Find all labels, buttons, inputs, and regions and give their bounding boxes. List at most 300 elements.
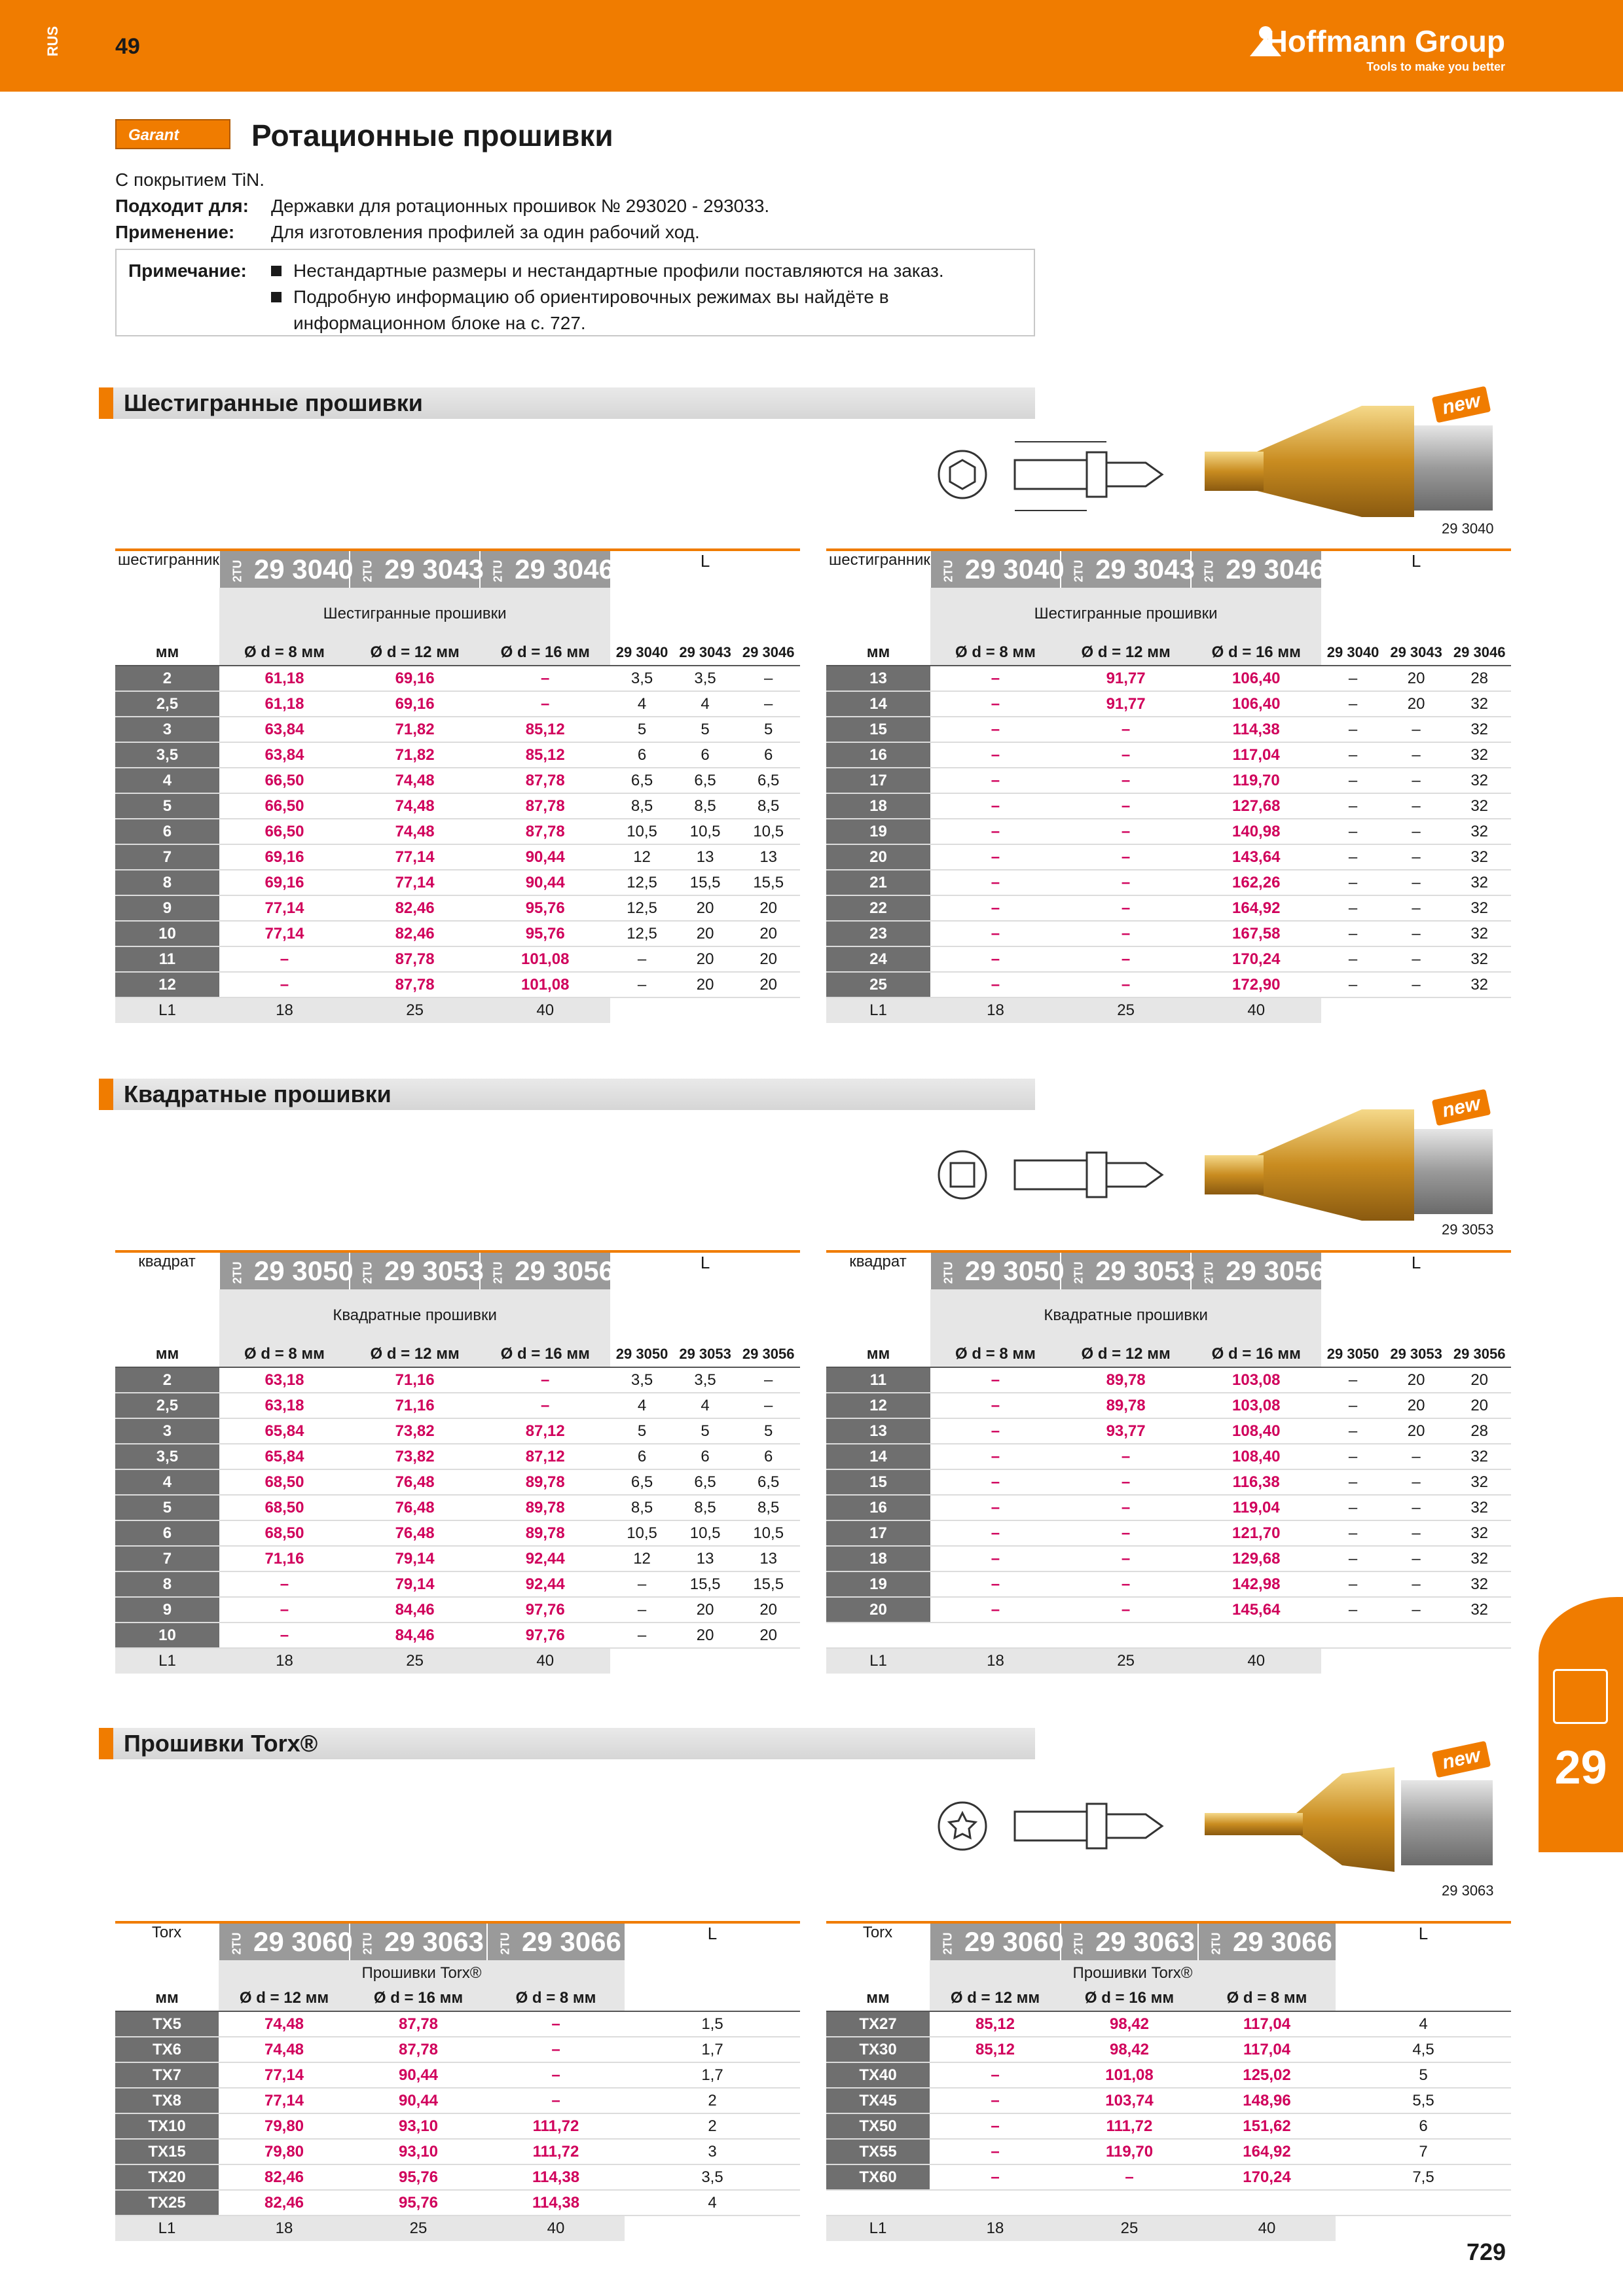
- article-row: [115, 1251, 800, 1289]
- article-prefix: 2TU: [361, 1932, 374, 1955]
- image-caption: 29 3053: [1442, 1221, 1494, 1238]
- article-number-cell: [219, 1251, 354, 1289]
- length-cell: [1321, 1623, 1385, 1648]
- l1-row: [115, 997, 800, 1023]
- diameter-header: Ø d = 12 мм: [930, 1986, 1061, 2011]
- price-cell: –: [219, 1597, 350, 1623]
- article-number-cell: [1198, 1922, 1336, 1960]
- size-cell: 9: [115, 1597, 219, 1623]
- l1-value: 40: [1191, 997, 1321, 1023]
- size-cell: 4: [115, 768, 219, 793]
- size-cell: 5: [115, 1495, 219, 1520]
- l1-value: 25: [1061, 997, 1191, 1023]
- length-cell: –: [1321, 870, 1385, 895]
- diameter-header: Ø d = 12 мм: [350, 640, 480, 666]
- size-cell: 3,5: [115, 1444, 219, 1469]
- length-column-header: 29 3043: [674, 640, 737, 666]
- size-cell: 15: [826, 717, 930, 742]
- price-cell: 90,44: [350, 2062, 487, 2088]
- length-column-header: 29 3053: [674, 1342, 737, 1367]
- length-column-header: 29 3040: [1321, 640, 1385, 666]
- article-number-cell: [1191, 550, 1325, 588]
- length-column-header: 29 3053: [1385, 1342, 1448, 1367]
- price-cell: –: [930, 1444, 1061, 1469]
- price-cell: –: [930, 870, 1061, 895]
- price-cell: 97,76: [480, 1623, 610, 1648]
- table-row: [826, 768, 1511, 793]
- price-cell: –: [1061, 1546, 1191, 1571]
- price-cell: 162,26: [1191, 870, 1321, 895]
- price-cell: 106,40: [1191, 691, 1321, 717]
- article-number-cell: [480, 1251, 614, 1289]
- article-row: [826, 550, 1511, 588]
- length-cell: 32: [1448, 1469, 1511, 1495]
- length-cell: –: [1321, 1469, 1385, 1495]
- length-cell: 4: [674, 691, 737, 717]
- price-cell: 95,76: [350, 2190, 487, 2215]
- price-cell: 90,44: [350, 2088, 487, 2113]
- table-row: [115, 1418, 800, 1444]
- price-cell: 69,16: [350, 691, 480, 717]
- broach-icon: [1553, 1669, 1608, 1724]
- price-cell: 69,16: [219, 844, 350, 870]
- price-cell: 61,18: [219, 691, 350, 717]
- length-cell: 20: [1385, 691, 1448, 717]
- blank-cell: [115, 1289, 219, 1342]
- price-cell: 68,50: [219, 1495, 350, 1520]
- table-row: [826, 946, 1511, 972]
- length-cell: 13: [674, 1546, 737, 1571]
- price-cell: 63,84: [219, 717, 350, 742]
- table-row: [826, 2164, 1511, 2190]
- length-cell: 7: [1336, 2139, 1511, 2164]
- diameter-header: Ø d = 8 мм: [487, 1986, 625, 2011]
- length-cell: 6,5: [610, 1469, 674, 1495]
- length-cell: 20: [1448, 1367, 1511, 1393]
- price-cell: 79,80: [219, 2113, 350, 2139]
- length-cell: 15,5: [674, 870, 737, 895]
- price-cell: [1198, 2190, 1336, 2215]
- price-cell: –: [219, 972, 350, 997]
- diameter-header: Ø d = 16 мм: [1191, 640, 1321, 666]
- length-cell: –: [737, 1367, 800, 1393]
- price-cell: 108,40: [1191, 1444, 1321, 1469]
- price-cell: –: [487, 2062, 625, 2088]
- price-cell: 90,44: [480, 844, 610, 870]
- length-cell: –: [1321, 1393, 1385, 1418]
- length-cell: –: [610, 1623, 674, 1648]
- size-cell: 20: [826, 844, 930, 870]
- size-cell: TX25: [115, 2190, 219, 2215]
- price-cell: –: [1061, 1597, 1191, 1623]
- price-cell: 111,72: [487, 2139, 625, 2164]
- length-header: L: [1321, 550, 1511, 588]
- length-cell: 8,5: [674, 793, 737, 819]
- length-cell: –: [1385, 793, 1448, 819]
- price-cell: 77,14: [219, 895, 350, 921]
- price-cell: 114,38: [487, 2164, 625, 2190]
- subheader-row: [115, 1342, 800, 1367]
- blank-cell: [625, 1960, 800, 1986]
- diameter-header: Ø d = 12 мм: [350, 1342, 480, 1367]
- length-header: L: [610, 550, 800, 588]
- length-cell: –: [1385, 844, 1448, 870]
- length-cell: 32: [1448, 1597, 1511, 1623]
- table-row: [826, 921, 1511, 946]
- length-cell: 8,5: [737, 1495, 800, 1520]
- price-cell: 74,48: [219, 2037, 350, 2062]
- length-cell: –: [1385, 895, 1448, 921]
- price-cell: 101,08: [1061, 2062, 1198, 2088]
- article-number-cell: [1061, 1251, 1195, 1289]
- length-cell: 20: [1385, 1418, 1448, 1444]
- group-title: Шестигранные прошивки: [930, 588, 1321, 640]
- key-label: шестигранник: [826, 550, 930, 588]
- price-cell: –: [1061, 768, 1191, 793]
- article-row: [826, 1251, 1511, 1289]
- article-number-cell: [350, 1922, 487, 1960]
- article-number-cell: [219, 1922, 353, 1960]
- article-prefix: 2TU: [1072, 1932, 1085, 1955]
- table-row: [115, 2139, 800, 2164]
- table-row: [826, 1546, 1511, 1571]
- length-cell: –: [1385, 1469, 1448, 1495]
- l1-value: 18: [930, 997, 1061, 1023]
- size-cell: 4: [115, 1469, 219, 1495]
- article-number: 29 3046: [1226, 554, 1325, 584]
- diameter-header: Ø d = 8 мм: [219, 1342, 350, 1367]
- article-number: 29 3056: [1226, 1255, 1325, 1286]
- length-cell: 5: [674, 1418, 737, 1444]
- size-cell: 16: [826, 742, 930, 768]
- price-cell: –: [487, 2037, 625, 2062]
- length-cell: 6: [674, 742, 737, 768]
- price-cell: –: [930, 972, 1061, 997]
- length-cell: 4: [610, 1393, 674, 1418]
- l1-label: L1: [826, 997, 930, 1023]
- group-title: Квадратные прошивки: [219, 1289, 610, 1342]
- price-cell: 82,46: [219, 2164, 350, 2190]
- table-row: [115, 972, 800, 997]
- price-cell: 77,14: [350, 870, 480, 895]
- price-cell: –: [930, 1571, 1061, 1597]
- price-cell: –: [930, 691, 1061, 717]
- image-caption: 29 3063: [1442, 1882, 1494, 1899]
- length-cell: 32: [1448, 921, 1511, 946]
- price-cell: –: [1061, 895, 1191, 921]
- table-row: [115, 921, 800, 946]
- group-title: Прошивки Torx®: [930, 1960, 1336, 1986]
- price-cell: 87,78: [350, 972, 480, 997]
- table-row: [826, 2139, 1511, 2164]
- length-cell: 32: [1448, 1520, 1511, 1546]
- price-cell: –: [930, 1546, 1061, 1571]
- price-cell: 79,14: [350, 1546, 480, 1571]
- table-row: [826, 793, 1511, 819]
- article-number: 29 3050: [964, 1255, 1065, 1286]
- length-cell: –: [1321, 946, 1385, 972]
- price-cell: 89,78: [1061, 1367, 1191, 1393]
- article-number-cell: [350, 1251, 484, 1289]
- length-cell: 28: [1448, 666, 1511, 691]
- price-cell: 87,78: [480, 793, 610, 819]
- article-number: 29 3053: [384, 1255, 484, 1286]
- price-cell: 103,74: [1061, 2088, 1198, 2113]
- size-cell: TX6: [115, 2037, 219, 2062]
- price-cell: 61,18: [219, 666, 350, 691]
- table-row: [826, 819, 1511, 844]
- price-cell: –: [930, 946, 1061, 972]
- length-cell: 20: [737, 972, 800, 997]
- price-cell: 71,16: [350, 1367, 480, 1393]
- length-column-header: 29 3046: [737, 640, 800, 666]
- price-cell: 95,76: [350, 2164, 487, 2190]
- price-cell: 170,24: [1191, 946, 1321, 972]
- size-cell: TX30: [826, 2037, 930, 2062]
- l1-value: 25: [350, 2215, 487, 2241]
- length-cell: 6: [610, 742, 674, 768]
- size-cell: 12: [826, 1393, 930, 1418]
- l1-value: 25: [350, 997, 480, 1023]
- table-row: [115, 768, 800, 793]
- price-cell: –: [930, 793, 1061, 819]
- length-cell: –: [1321, 844, 1385, 870]
- key-label: Torx: [115, 1922, 219, 1960]
- length-cell: 4: [610, 691, 674, 717]
- length-header: L: [1321, 1251, 1511, 1289]
- price-cell: 129,68: [1191, 1546, 1321, 1571]
- length-cell: 13: [674, 844, 737, 870]
- price-cell: –: [930, 2139, 1061, 2164]
- size-cell: 23: [826, 921, 930, 946]
- key-label: квадрат: [826, 1251, 930, 1289]
- price-cell: 66,50: [219, 793, 350, 819]
- article-number-cell: [930, 550, 1065, 588]
- price-cell: 69,16: [350, 666, 480, 691]
- price-cell: 89,78: [480, 1520, 610, 1546]
- length-cell: –: [1385, 1444, 1448, 1469]
- price-cell: –: [219, 1623, 350, 1648]
- length-column-header: 29 3056: [1448, 1342, 1511, 1367]
- size-cell: 3: [115, 1418, 219, 1444]
- table-row: [826, 2011, 1511, 2037]
- size-cell: 9: [115, 895, 219, 921]
- l1-row: [826, 1648, 1511, 1674]
- length-cell: –: [1321, 895, 1385, 921]
- length-cell: –: [1385, 1571, 1448, 1597]
- price-cell: 82,46: [350, 895, 480, 921]
- price-cell: –: [930, 1393, 1061, 1418]
- article-number: 29 3040: [253, 554, 354, 584]
- subheader-row: [115, 1986, 800, 2011]
- l1-value: 25: [1061, 2215, 1198, 2241]
- length-cell: –: [1385, 742, 1448, 768]
- price-cell: 145,64: [1191, 1597, 1321, 1623]
- price-cell: 65,84: [219, 1444, 350, 1469]
- size-cell: 17: [826, 1520, 930, 1546]
- article-prefix: 2TU: [1202, 560, 1216, 583]
- size-cell: 19: [826, 819, 930, 844]
- article-prefix: 2TU: [230, 560, 244, 583]
- length-cell: [1448, 1623, 1511, 1648]
- price-cell: –: [930, 742, 1061, 768]
- table-row: [826, 691, 1511, 717]
- section-title-hex: Шестигранные прошивки: [99, 387, 1035, 419]
- price-cell: –: [1061, 972, 1191, 997]
- diameter-header: Ø d = 12 мм: [1061, 1342, 1191, 1367]
- article-number-cell: [930, 1922, 1064, 1960]
- length-column-header: 29 3056: [737, 1342, 800, 1367]
- length-cell: 5: [737, 1418, 800, 1444]
- blank-cell: [826, 1289, 930, 1342]
- size-cell: TX27: [826, 2011, 930, 2037]
- length-cell: –: [1321, 793, 1385, 819]
- price-cell: –: [480, 666, 610, 691]
- article-prefix: 2TU: [941, 560, 955, 583]
- length-cell: 20: [1385, 1367, 1448, 1393]
- group-row: [826, 588, 1511, 640]
- intro-row: [115, 167, 769, 193]
- length-cell: 1,7: [625, 2037, 800, 2062]
- length-cell: 32: [1448, 895, 1511, 921]
- subheader-row: [826, 1342, 1511, 1367]
- table-row: [826, 742, 1511, 768]
- unit-label: мм: [115, 1986, 219, 2011]
- size-cell: 2,5: [115, 691, 219, 717]
- length-cell: –: [1321, 819, 1385, 844]
- price-cell: –: [1061, 921, 1191, 946]
- diameter-header: Ø d = 12 мм: [219, 1986, 350, 2011]
- price-cell: 87,78: [350, 2037, 487, 2062]
- length-cell: 32: [1448, 742, 1511, 768]
- page-number: 729: [1467, 2238, 1506, 2265]
- length-cell: 15,5: [737, 870, 800, 895]
- l1-row: [115, 1648, 800, 1674]
- l1-value: 25: [1061, 1648, 1191, 1674]
- length-cell: 10,5: [674, 1520, 737, 1546]
- group-title: Шестигранные прошивки: [219, 588, 610, 640]
- price-cell: 111,72: [487, 2113, 625, 2139]
- size-cell: TX50: [826, 2113, 930, 2139]
- product-table: [826, 548, 1511, 1023]
- size-cell: 13: [826, 1418, 930, 1444]
- length-cell: 5: [1336, 2062, 1511, 2088]
- size-cell: 2,5: [115, 1393, 219, 1418]
- length-cell: 3,5: [674, 1367, 737, 1393]
- price-cell: 74,48: [350, 768, 480, 793]
- table-row: [115, 717, 800, 742]
- price-cell: –: [1061, 1571, 1191, 1597]
- table-row: [115, 691, 800, 717]
- price-cell: 119,70: [1191, 768, 1321, 793]
- l1-value: 40: [1191, 1648, 1321, 1674]
- blank-cell: [610, 1648, 800, 1674]
- table-row: [115, 1520, 800, 1546]
- length-cell: 5: [610, 1418, 674, 1444]
- chapter-number: 29: [1554, 1742, 1607, 1794]
- price-cell: 73,82: [350, 1418, 480, 1444]
- unit-label: мм: [826, 1986, 930, 2011]
- article-number: 29 3043: [1095, 554, 1195, 584]
- length-cell: –: [737, 666, 800, 691]
- price-cell: [1191, 1623, 1321, 1648]
- product-table: [115, 1250, 800, 1674]
- table-row: [826, 2113, 1511, 2139]
- length-cell: –: [1385, 1546, 1448, 1571]
- length-column-header: 29 3050: [610, 1342, 674, 1367]
- price-cell: 172,90: [1191, 972, 1321, 997]
- table-row: [115, 2011, 800, 2037]
- price-cell: 89,78: [1061, 1393, 1191, 1418]
- length-cell: 6: [1336, 2113, 1511, 2139]
- blank-cell: [826, 588, 930, 640]
- length-header: L: [625, 1922, 800, 1960]
- price-cell: 68,50: [219, 1469, 350, 1495]
- blank-cell: [1336, 1960, 1511, 1986]
- article-number: 29 3060: [253, 1926, 353, 1957]
- length-cell: 5,5: [1336, 2088, 1511, 2113]
- size-cell: TX10: [115, 2113, 219, 2139]
- table-row: [115, 1495, 800, 1520]
- l1-value: 18: [930, 2215, 1061, 2241]
- price-cell: 85,12: [930, 2037, 1061, 2062]
- length-cell: [1336, 2190, 1511, 2215]
- length-cell: 32: [1448, 1495, 1511, 1520]
- price-cell: 114,38: [487, 2190, 625, 2215]
- length-cell: 6: [610, 1444, 674, 1469]
- table-row: [826, 870, 1511, 895]
- price-cell: 170,24: [1198, 2164, 1336, 2190]
- blank-cell: [625, 1986, 800, 2011]
- price-cell: –: [930, 2088, 1061, 2113]
- length-cell: –: [1385, 946, 1448, 972]
- price-cell: 116,38: [1191, 1469, 1321, 1495]
- price-cell: 114,38: [1191, 717, 1321, 742]
- new-badge: new: [1432, 1089, 1491, 1126]
- article-prefix: 2TU: [230, 1261, 244, 1284]
- intro-block: [115, 167, 769, 245]
- blank-cell: [1336, 1986, 1511, 2011]
- length-cell: 12,5: [610, 895, 674, 921]
- note-label: Примечание:: [128, 260, 247, 281]
- price-cell: 77,14: [219, 2088, 350, 2113]
- price-cell: 68,50: [219, 1520, 350, 1546]
- length-cell: 13: [737, 844, 800, 870]
- price-cell: 106,40: [1191, 666, 1321, 691]
- table-row: [115, 1393, 800, 1418]
- size-cell: 11: [115, 946, 219, 972]
- size-cell: 12: [115, 972, 219, 997]
- note-item: Нестандартные размеры и нестандартные профили поставляются на заказ.: [271, 258, 1017, 284]
- subheader-row: [826, 1986, 1511, 2011]
- length-cell: 5: [674, 717, 737, 742]
- length-cell: 6,5: [737, 1469, 800, 1495]
- price-cell: –: [1061, 946, 1191, 972]
- length-cell: 3,5: [625, 2164, 800, 2190]
- l1-label: L1: [115, 1648, 219, 1674]
- article-number: 29 3056: [515, 1255, 614, 1286]
- price-cell: 164,92: [1198, 2139, 1336, 2164]
- size-cell: TX40: [826, 2062, 930, 2088]
- article-number-cell: [350, 550, 484, 588]
- table-row: [826, 2037, 1511, 2062]
- length-cell: 3,5: [610, 1367, 674, 1393]
- size-cell: 2: [115, 666, 219, 691]
- length-cell: 6,5: [674, 1469, 737, 1495]
- price-cell: 76,48: [350, 1520, 480, 1546]
- length-cell: 20: [674, 946, 737, 972]
- price-cell: 103,08: [1191, 1367, 1321, 1393]
